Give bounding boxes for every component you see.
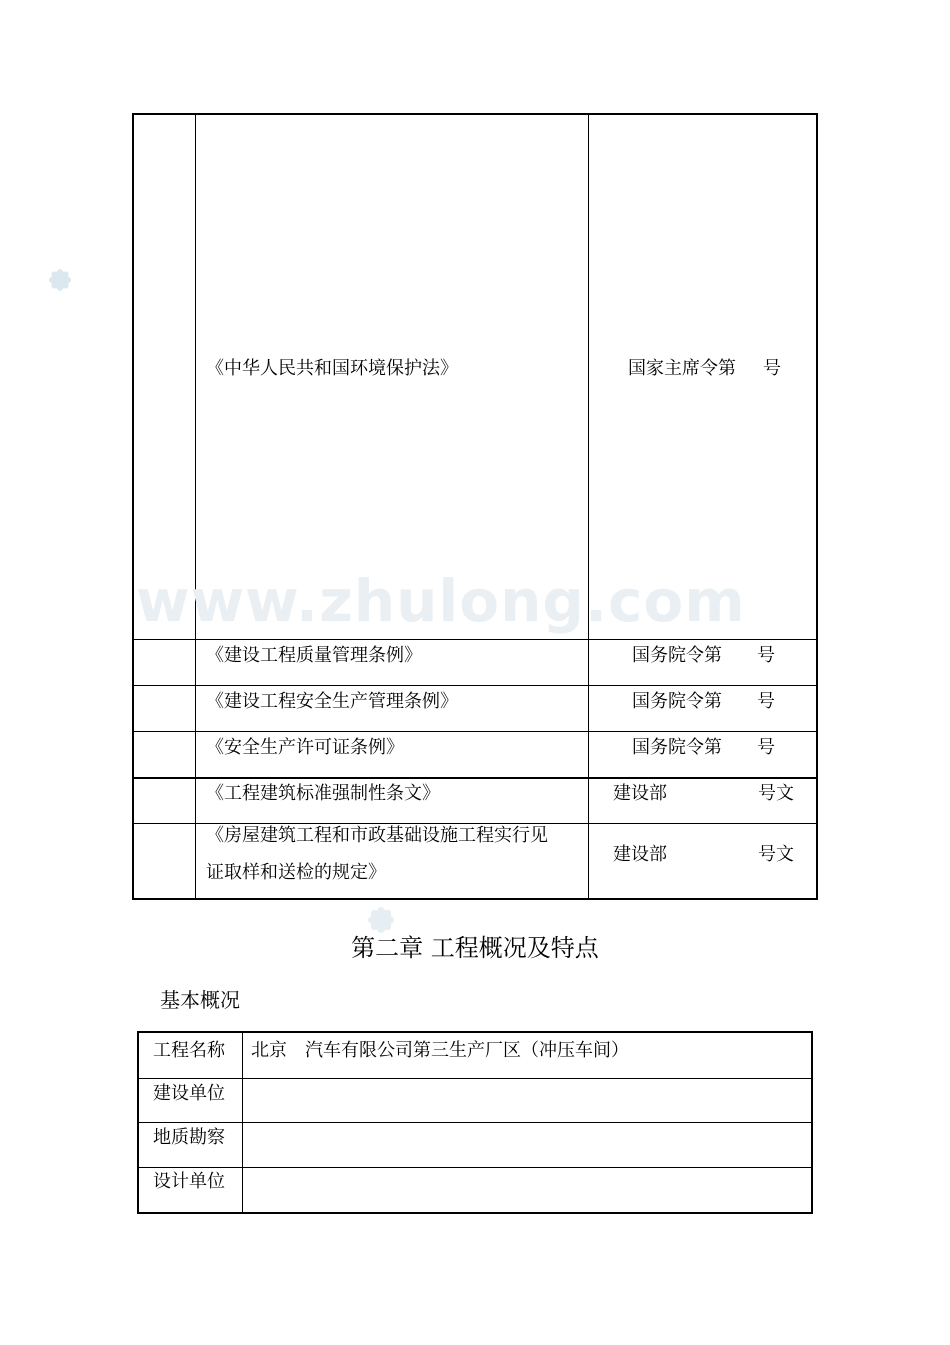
regulation-number-suffix: 号 xyxy=(757,645,775,666)
regulation-issuer: 国务院令第 xyxy=(632,691,722,712)
project-name-label: 工程名称 xyxy=(153,1040,225,1061)
regulation-number-suffix: 号 xyxy=(763,358,781,379)
watermark-text: www.zhulong.com xyxy=(136,567,746,635)
regulations-table xyxy=(132,113,818,900)
regulation-number-suffix: 号文 xyxy=(758,844,794,865)
row-divider xyxy=(139,1167,811,1168)
regulation-number-suffix: 号文 xyxy=(758,783,794,804)
project-info-table xyxy=(137,1031,813,1214)
column-divider xyxy=(195,115,196,898)
regulation-title-line1: 《房屋建筑工程和市政基础设施工程实行见 xyxy=(206,825,548,846)
regulation-number-suffix: 号 xyxy=(757,737,775,758)
column-divider xyxy=(588,115,589,898)
regulation-number-suffix: 号 xyxy=(757,691,775,712)
row-divider xyxy=(139,1122,811,1123)
regulation-issuer: 国家主席令第 xyxy=(628,358,736,379)
regulation-issuer: 建设部 xyxy=(613,844,667,865)
watermark-logo-icon xyxy=(38,258,82,302)
regulation-title: 《工程建筑标准强制性条文》 xyxy=(206,783,440,804)
regulation-title: 《中华人民共和国环境保护法》 xyxy=(206,358,458,379)
regulation-issuer: 国务院令第 xyxy=(632,737,722,758)
section-title: 基本概况 xyxy=(160,988,240,1012)
regulation-issuer: 国务院令第 xyxy=(632,645,722,666)
project-name-value: 北京 汽车有限公司第三生产厂区（冲压车间） xyxy=(251,1040,629,1061)
row-divider xyxy=(139,1078,811,1079)
design-unit-label: 设计单位 xyxy=(153,1171,225,1192)
regulation-title: 《建设工程安全生产管理条例》 xyxy=(206,691,458,712)
chapter-title: 第二章 工程概况及特点 xyxy=(351,934,599,962)
regulation-title: 《安全生产许可证条例》 xyxy=(206,737,404,758)
construction-unit-label: 建设单位 xyxy=(153,1083,225,1104)
regulation-issuer: 建设部 xyxy=(613,783,667,804)
geological-survey-label: 地质勘察 xyxy=(153,1127,225,1148)
regulation-title-line2: 证取样和送检的规定》 xyxy=(206,862,386,883)
regulation-title: 《建设工程质量管理条例》 xyxy=(206,645,422,666)
